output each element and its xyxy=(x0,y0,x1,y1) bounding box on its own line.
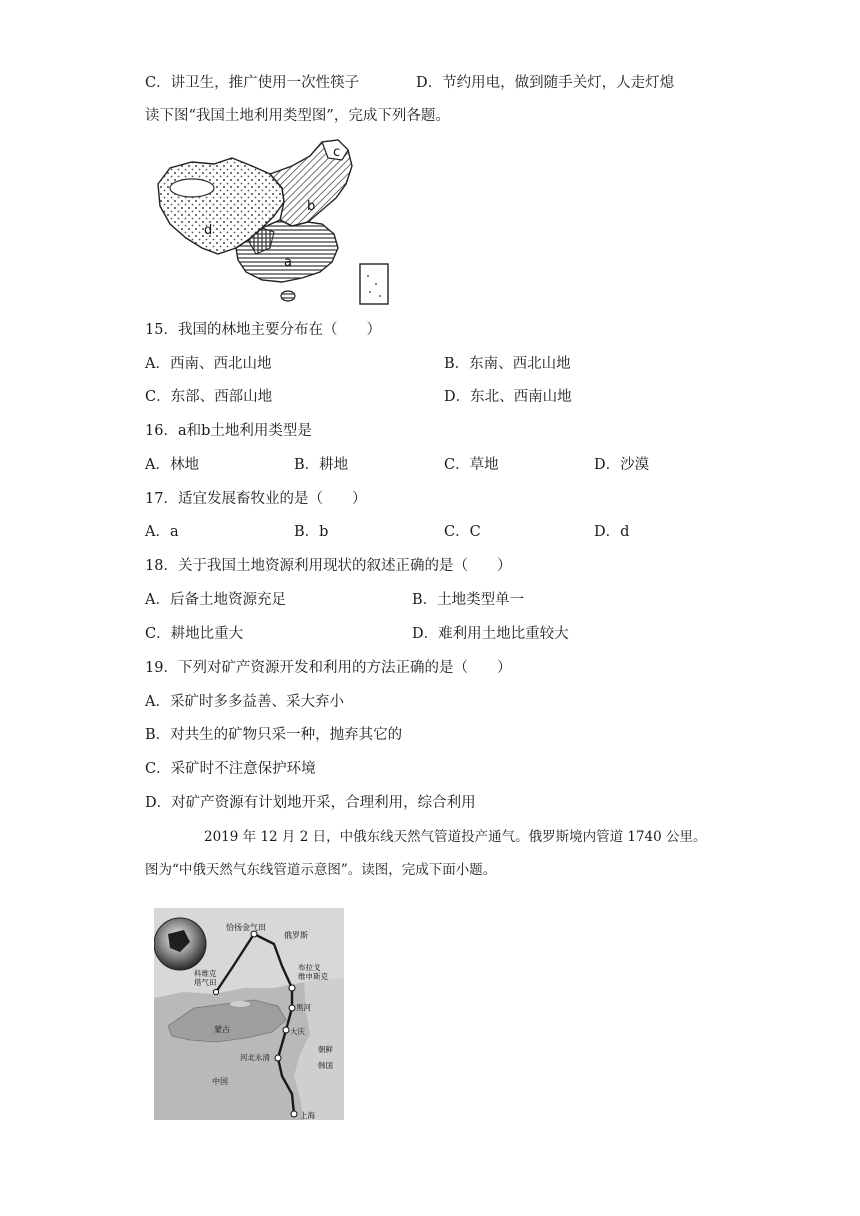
question-17-option-a: A．a xyxy=(145,524,179,540)
pipeline-intro-line1: 2019 年 12 月 2 日，中俄东线天然气管道投产通气。俄罗斯境内管道 1740 公里。 xyxy=(204,829,707,845)
pipeline-map xyxy=(154,908,344,1120)
option-c-top: C．讲卫生，推广使用一次性筷子 xyxy=(145,75,360,91)
question-18-option-a: A．后备土地资源充足 xyxy=(145,592,286,608)
label-hebei-yongqing: 河北永清 xyxy=(240,1053,270,1062)
question-16-option-a: A．林地 xyxy=(145,457,199,473)
question-18-option-b: B．土地类型单一 xyxy=(412,592,525,608)
question-16-option-c: C．草地 xyxy=(444,457,499,473)
region-label-b: b xyxy=(307,199,316,214)
question-15-option-d: D．东北、西南山地 xyxy=(444,389,572,405)
label-china: 中国 xyxy=(212,1077,228,1086)
question-15-option-a: A．西南、西北山地 xyxy=(145,356,272,372)
label-daqing: 大庆 xyxy=(290,1027,305,1036)
question-16-stem: 16．a和b土地利用类型是 xyxy=(145,423,312,439)
label-chayanda: 恰扬金气田 xyxy=(226,923,266,932)
question-19-option-c: C．采矿时不注意保护环境 xyxy=(145,761,316,777)
question-19-option-b: B．对共生的矿物只采一种，抛弃其它的 xyxy=(145,727,403,743)
label-south-korea: 韩国 xyxy=(318,1061,333,1070)
question-15-option-c: C．东部、西部山地 xyxy=(145,389,273,405)
land-map-intro: 读下图“我国土地利用类型图”，完成下列各题。 xyxy=(145,108,450,124)
region-label-a: a xyxy=(284,255,292,270)
question-16-option-d: D．沙漠 xyxy=(594,457,650,473)
label-kovykta: 科维克塔气田 xyxy=(194,969,217,987)
region-label-d: d xyxy=(204,223,213,238)
question-17-option-b: B．b xyxy=(294,524,329,540)
question-16-option-b: B．耕地 xyxy=(294,457,349,473)
region-label-c: c xyxy=(333,145,341,160)
question-18-option-d: D．难利用土地比重较大 xyxy=(412,626,569,642)
label-north-korea: 朝鲜 xyxy=(318,1045,333,1054)
question-19-option-d: D．对矿产资源有计划地开采，合理利用，综合利用 xyxy=(145,795,476,811)
question-18-option-c: C．耕地比重大 xyxy=(145,626,244,642)
label-russia: 俄罗斯 xyxy=(284,931,308,940)
question-17-option-d: D．d xyxy=(594,524,630,540)
question-17-stem: 17．适宜发展畜牧业的是（ ） xyxy=(145,491,367,507)
land-use-map xyxy=(152,136,392,308)
pipeline-intro-line2: 图为“中俄天然气东线管道示意图”。读图，完成下面小题。 xyxy=(145,862,497,878)
label-blagoveshchensk: 布拉戈维申斯克 xyxy=(298,963,328,981)
question-19-stem: 19．下列对矿产资源开发和利用的方法正确的是（ ） xyxy=(145,660,512,676)
label-heihe: 黑河 xyxy=(296,1003,311,1012)
option-d-top: D．节约用电，做到随手关灯，人走灯熄 xyxy=(416,75,675,91)
label-mongolia: 蒙古 xyxy=(214,1025,230,1034)
question-17-option-c: C．C xyxy=(444,524,481,540)
question-15-stem: 15．我国的林地主要分布在（ ） xyxy=(145,322,381,338)
question-19-option-a: A．采矿时多多益善、采大弃小 xyxy=(145,694,344,710)
label-shanghai: 上海 xyxy=(300,1111,315,1120)
question-18-stem: 18．关于我国土地资源利用现状的叙述正确的是（ ） xyxy=(145,558,512,574)
question-15-option-b: B．东南、西北山地 xyxy=(444,356,571,372)
